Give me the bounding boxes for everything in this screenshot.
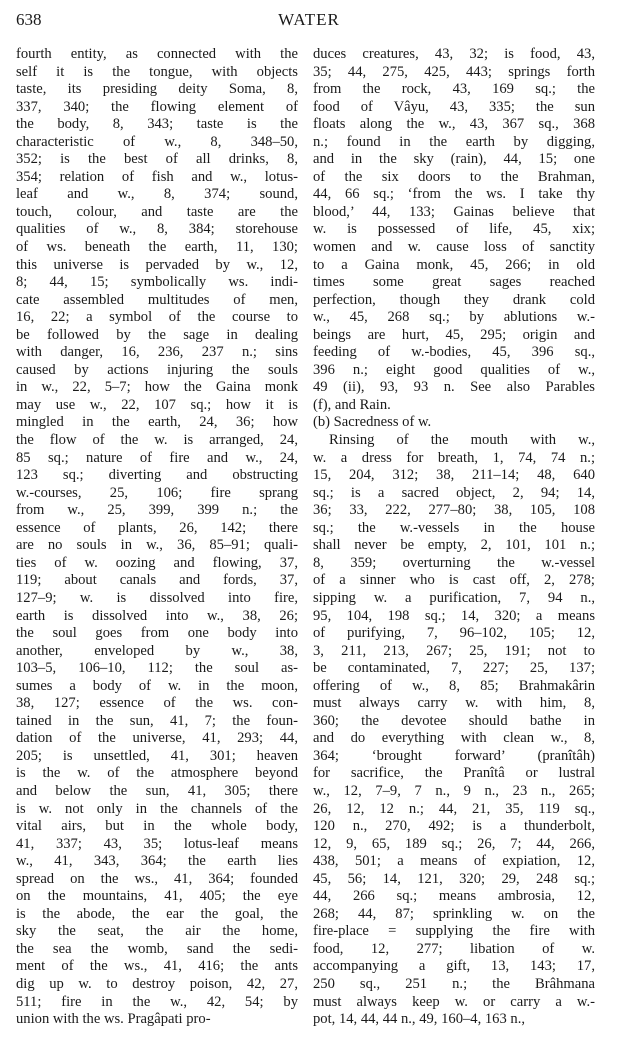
index-line: accompanying a gift, 13, 143; 17, [313, 958, 595, 975]
index-line: 120 n., 270, 492; is a thunderbolt, [313, 818, 595, 835]
index-line: 119; about canals and fords, 37, [16, 572, 298, 589]
right-column [313, 46, 595, 1029]
index-line: 103–5, 106–10, 112; the soul as- [16, 660, 298, 677]
index-line: 360; the devotee should bathe in [313, 712, 595, 729]
index-line: of a sinner who is cast off, 2, 278; [313, 572, 595, 589]
index-line: food of Vâyu, 43, 335; the sun [313, 98, 595, 115]
index-line: 352; is the best of all drinks, 8, [16, 151, 298, 168]
index-line: of the six doors to the Brahman, [313, 168, 595, 185]
index-line: the flow of the w. is arranged, 24, [16, 432, 298, 449]
index-line: 127–9; w. is dissolved into fire, [16, 589, 298, 606]
index-line: be followed by the sage in dealing [16, 326, 298, 343]
index-line: in w., 22, 5–7; how the Gaina monk [16, 379, 298, 396]
index-line: beings are hurt, 45, 295; origin and [313, 326, 595, 343]
index-line: is w. not only in the channels of the [16, 800, 298, 817]
index-line: the soul goes from one body into [16, 625, 298, 642]
index-line: sq.; is a sacred object, 2, 94; 14, [313, 484, 595, 501]
index-line: (b) Sacredness of w. [313, 414, 432, 431]
index-line: qualities of w., 8, 384; storehouse [16, 221, 298, 238]
index-line: ment of the ws., 41, 416; the ants [16, 958, 298, 975]
index-line: times some great sages reached [313, 274, 595, 291]
index-line: earth is dissolved into w., 38, 26; [16, 607, 298, 624]
index-line: of purifying, 7, 96–102, 105; 12, [313, 625, 595, 642]
index-line: duces creatures, 43, 32; is food, 43, [313, 46, 595, 62]
index-line: to a Gaina monk, 45, 266; in old [313, 256, 595, 273]
index-line: 337, 340; the flowing element of [16, 98, 298, 115]
index-line: the body, 8, 343; taste is the [16, 116, 298, 133]
index-line: 354; relation of fish and w., lotus- [16, 168, 298, 185]
index-line: n.; found in the earth by digging, [313, 133, 595, 150]
index-line: essence of plants, 26, 142; there [16, 519, 298, 536]
index-line: 36; 33, 222, 277–80; 38, 105, 108 [313, 502, 595, 519]
index-line: are no souls in w., 36, 85–91; quali- [16, 537, 298, 554]
index-line: cate assembled multitudes of men, [16, 291, 298, 308]
index-line: feeding of w.-bodies, 45, 396 sq., [313, 344, 595, 361]
index-line: taste, its presiding deity Soma, 8, [16, 81, 298, 98]
index-line: 95, 104, 198 sq.; 14, 320; a means [313, 607, 595, 624]
index-line: touch, colour, and taste are the [16, 203, 298, 220]
index-line: w., 41, 343, 364; the earth lies [16, 853, 298, 870]
index-line: w.-courses, 25, 106; fire sprang [16, 484, 298, 501]
index-line: leaf and w., 8, 374; sound, [16, 186, 298, 203]
page-number: 638 [16, 10, 42, 29]
index-line: 3, 211, 213, 267; 25, 191; not to [313, 642, 595, 659]
index-line: offering of w., 8, 85; Brahmakârin [313, 677, 595, 694]
index-line: of ws. beneath the earth, 11, 130; [16, 239, 298, 256]
index-line: 45, 56; 14, 121, 320; 29, 248 sq.; [313, 870, 595, 887]
index-line: on the mountains, 41, 405; the eye [16, 888, 298, 905]
index-line: perfection, though they drank cold [313, 291, 595, 308]
index-line: w., 45, 268 sq.; by ablutions w.- [313, 309, 595, 326]
index-line: and do everything with clean w., 8, [313, 730, 595, 747]
index-line: this universe is pervaded by w., 12, [16, 256, 298, 273]
index-line: from the rock, 43, 169 sq.; the [313, 81, 595, 98]
index-line: union with the ws. Pragâpati pro- [16, 1011, 211, 1028]
index-line: 44, 266 sq.; means ambrosia, 12, [313, 888, 595, 905]
index-line: is the w. of the atmosphere beyond [16, 765, 298, 782]
index-line: caused by actions injuring the souls [16, 361, 298, 378]
index-line: the sea the womb, sand the sedi- [16, 940, 298, 957]
index-line: fourth entity, as connected with the [16, 46, 298, 62]
index-line: 8; 44, 15; symbolically ws. indi- [16, 274, 298, 291]
index-line: 511; fire in the w., 42, 54; by [16, 993, 298, 1010]
index-line: 44, 66 sq.; ‘from the ws. I take thy [313, 186, 595, 203]
index-line: may use w., 22, 107 sq.; how it is [16, 396, 298, 413]
index-line: be contaminated, 7, 227; 25, 137; [313, 660, 595, 677]
index-line: from w., 25, 399, 399 n.; the [16, 502, 298, 519]
index-line: w. is possessed of life, 45, xix; [313, 221, 595, 238]
index-line: (f), and Rain. [313, 396, 391, 413]
index-line: 364; ‘brought forward’ (pranîtâh) [313, 747, 595, 764]
index-line: shall never be empty, 2, 101, 101 n.; [313, 537, 595, 554]
index-line: vital airs, but in the whole body, [16, 818, 298, 835]
index-line: food, 12, 277; libation of w. [313, 940, 595, 957]
index-line: and below the sun, 41, 305; there [16, 782, 298, 799]
index-line: 16, 22; a symbol of the course to [16, 309, 298, 326]
index-line: Rinsing of the mouth with w., [329, 432, 595, 449]
index-line: sipping w. a purification, 7, 94 n., [313, 589, 595, 606]
index-line: ties of w. oozing and flowing, 37, [16, 554, 298, 571]
index-line: 12, 9, 65, 189 sq.; 26, 7; 44, 266, [313, 835, 595, 852]
index-line: self it is the tongue, with objects [16, 63, 298, 80]
left-column [16, 46, 298, 1029]
index-line: tained in the sun, 41, 7; the foun- [16, 712, 298, 729]
index-line: 396 n.; eight good qualities of w., [313, 361, 595, 378]
index-line: pot, 14, 44, 44 n., 49, 160–4, 163 n., [313, 1011, 526, 1028]
index-line: sq.; the w.-vessels in the house [313, 519, 595, 536]
index-line: floats along the w., 43, 367 sq., 368 [313, 116, 595, 133]
index-line: mingled in the earth, 24, 36; how [16, 414, 298, 431]
index-line: 123 sq.; diverting and obstructing [16, 467, 298, 484]
index-line: w., 12, 7–9, 7 n., 9 n., 23 n., 265; [313, 782, 595, 799]
index-line: 26, 12, 12 n.; 44, 21, 35, 119 sq., [313, 800, 595, 817]
index-line: is the abode, the ear the goal, the [16, 905, 298, 922]
index-line: 438, 501; a means of expiation, 12, [313, 853, 595, 870]
index-line: must always carry w. with him, 8, [313, 695, 595, 712]
index-line: w. a dress for breath, 1, 74, 74 n.; [313, 449, 595, 466]
index-line: 250 sq., 251 n.; the Brâhmana [313, 975, 595, 992]
index-line: 8, 359; overturning the w.-vessel [313, 554, 595, 571]
index-line: sky the seat, the air the home, [16, 923, 298, 940]
index-line: another, enveloped by w., 38, [16, 642, 298, 659]
index-line: 15, 204, 312; 38, 211–14; 48, 640 [313, 467, 595, 484]
index-line: 41, 337; 43, 35; lotus-leaf means [16, 835, 298, 852]
index-line: and in the sky (rain), 44, 15; one [313, 151, 595, 168]
index-line: sumes a body of w. in the moon, [16, 677, 298, 694]
index-line: must always keep w. or carry a w.- [313, 993, 595, 1010]
index-line: 38, 127; essence of the ws. con- [16, 695, 298, 712]
index-line: blood,’ 44, 133; Gainas believe that [313, 203, 595, 220]
index-line: women and w. cause loss of sanctity [313, 239, 595, 256]
index-line: for sacrifice, the Pranîtâ or lustral [313, 765, 595, 782]
index-line: 268; 44, 87; sprinkling w. on the [313, 905, 595, 922]
index-line: characteristic of w., 8, 348–50, [16, 133, 298, 150]
index-line: fire-place = supplying the fire with [313, 923, 595, 940]
index-line: 49 (ii), 93, 93 n. See also Parables [313, 379, 595, 396]
index-line: with danger, 16, 236, 237 n.; sins [16, 344, 298, 361]
index-line: 205; is unsettled, 41, 301; heaven [16, 747, 298, 764]
running-head: WATER [278, 10, 340, 29]
index-line: dig up w. to destroy poison, 42, 27, [16, 975, 298, 992]
index-line: dation of the universe, 41, 293; 44, [16, 730, 298, 747]
index-line: 85 sq.; nature of fire and w., 24, [16, 449, 298, 466]
index-line: 35; 44, 275, 425, 443; springs forth [313, 63, 595, 80]
index-line: spread on the ws., 41, 364; founded [16, 870, 298, 887]
